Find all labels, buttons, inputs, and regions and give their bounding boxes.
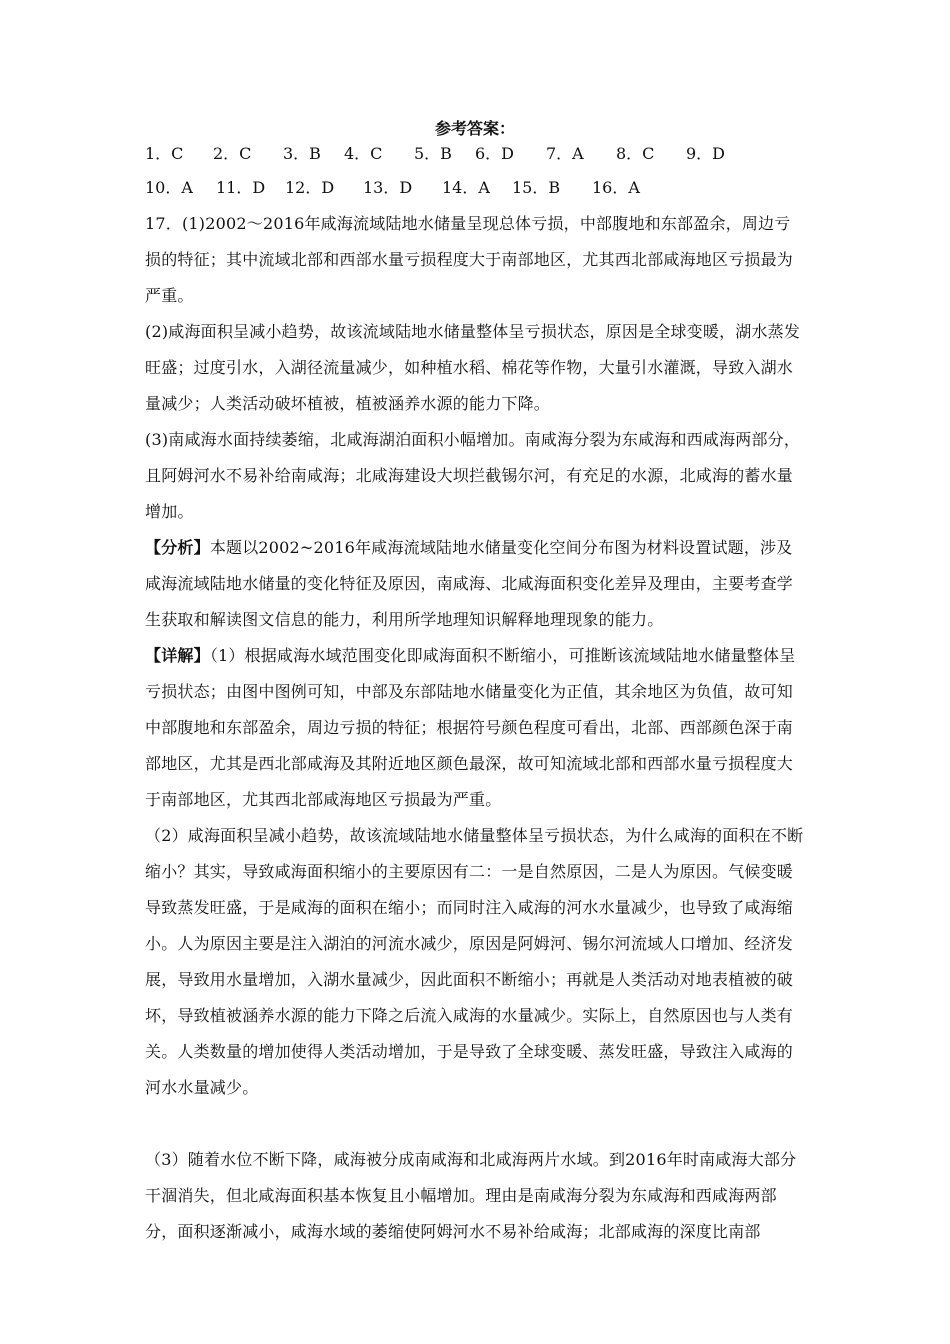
detail-part3: （3）随着水位不断下降，咸海被分成南咸海和北咸海两片水域。到2016年时南咸海大部分干涸消失，但北咸海面积基本恢复且小幅增加。理由是南咸海分裂为东咸海和西咸海两部分，面积逐渐减小，咸海水域的萎缩使阿姆河水不易补给咸海；北部咸海的深度比南部 [145, 1150, 797, 1241]
answer-item: 9．D [686, 144, 726, 163]
answer-item: 1．C [145, 144, 184, 163]
q17-part2: (2)咸海面积呈减小趋势，故该流域陆地水储量整体呈亏损状态，原因是全球变暖，湖水蒸发旺盛；过度引水，入湖径流量减少，如种植水稻、棉花等作物，大量引水灌溉，导致入湖水量减少；人类活动破坏植被，植被涵养水源的能力下降。 [145, 322, 801, 413]
answer-item: 5．B [414, 144, 452, 163]
answer-item: 16．A [592, 178, 640, 197]
answer-item: 15．B [512, 178, 561, 197]
page-title: 参考答案： [434, 119, 515, 138]
detail-part1: （1）根据咸海水域范围变化即咸海面积不断缩小，可推断该流域陆地水储量整体呈亏损状态；由图中图例可知，中部及东部陆地水储量变化为正值，其余地区为负值，故可知中部腹地和东部盈余，周边亏损的特征；根据符号颜色程度可看出，北部、西部颜色深于南部地区，尤其是西北部咸海及其附近地区颜色最深，故可知流域北部和西部水量亏损程度大于南部地区，尤其西北部咸海地区亏损最为严重。 [145, 646, 796, 809]
answer-item: 2．C [213, 144, 252, 163]
answer-item: 8．C [616, 144, 655, 163]
answer-item: 6．D [475, 144, 515, 163]
answer-item: 14．A [442, 178, 490, 197]
detail-section [145, 638, 805, 818]
analysis-text: 本题以2002~2016年咸海流域陆地水储量变化空间分布图为材料设置试题，涉及咸海流域陆地水储量的变化特征及原因，南咸海、北咸海面积变化差异及理由，主要考查学生获取和解读图文信息的能力，利用所学地理知识解释地理现象的能力。 [145, 538, 794, 629]
detail-part2: （2）咸海面积呈减小趋势，故该流域陆地水储量整体呈亏损状态，为什么咸海的面积在不断缩小？其实，导致咸海面积缩小的主要原因有二：一是自然原因，二是人为原因。气候变暖导致蒸发旺盛，于是咸海的面积在缩小；而同时注入咸海的河水水量减少，也导致了咸海缩小。人为原因主要是注入湖泊的河流水减少，原因是阿姆河、锡尔河流域人口增加、经济发展，导致用水量增加，入湖水量减少，因此面积不断缩小；再就是人类活动对地表植被的破坏，导致植被涵养水源的能力下降之后流入咸海的水量减少。实际上，自然原因也与人类有关。人类数量的增加使得人类活动增加，于是导致了全球变暖、蒸发旺盛，导致注入咸海的河水水量减少。 [145, 826, 804, 1097]
answer-item: 4．C [344, 144, 383, 163]
answer-item: 3．B [283, 144, 321, 163]
analysis-label: 【分析】 [145, 538, 210, 557]
detail-label: 【详解】 [145, 646, 210, 665]
answer-item: 12．D [285, 178, 335, 197]
analysis-section [145, 530, 805, 638]
q17-part1: 17．(1)2002～2016年咸海流域陆地水储量呈现总体亏损，中部腹地和东部盈余，周边亏损的特征；其中流域北部和西部水量亏损程度大于南部地区，尤其西北部咸海地区亏损最为严重。 [145, 214, 794, 305]
answer-item: 10．A [145, 178, 193, 197]
answer-item: 7．A [546, 144, 584, 163]
q17-part3: (3)南咸海水面持续萎缩，北咸海湖泊面积小幅增加。南咸海分裂为东咸海和西咸海两部分，且阿姆河水不易补给南咸海；北咸海建设大坝拦截锡尔河，有充足的水源，北咸海的蓄水量增加。 [145, 430, 801, 521]
answer-item: 13．D [363, 178, 413, 197]
answer-item: 11．D [216, 178, 266, 197]
